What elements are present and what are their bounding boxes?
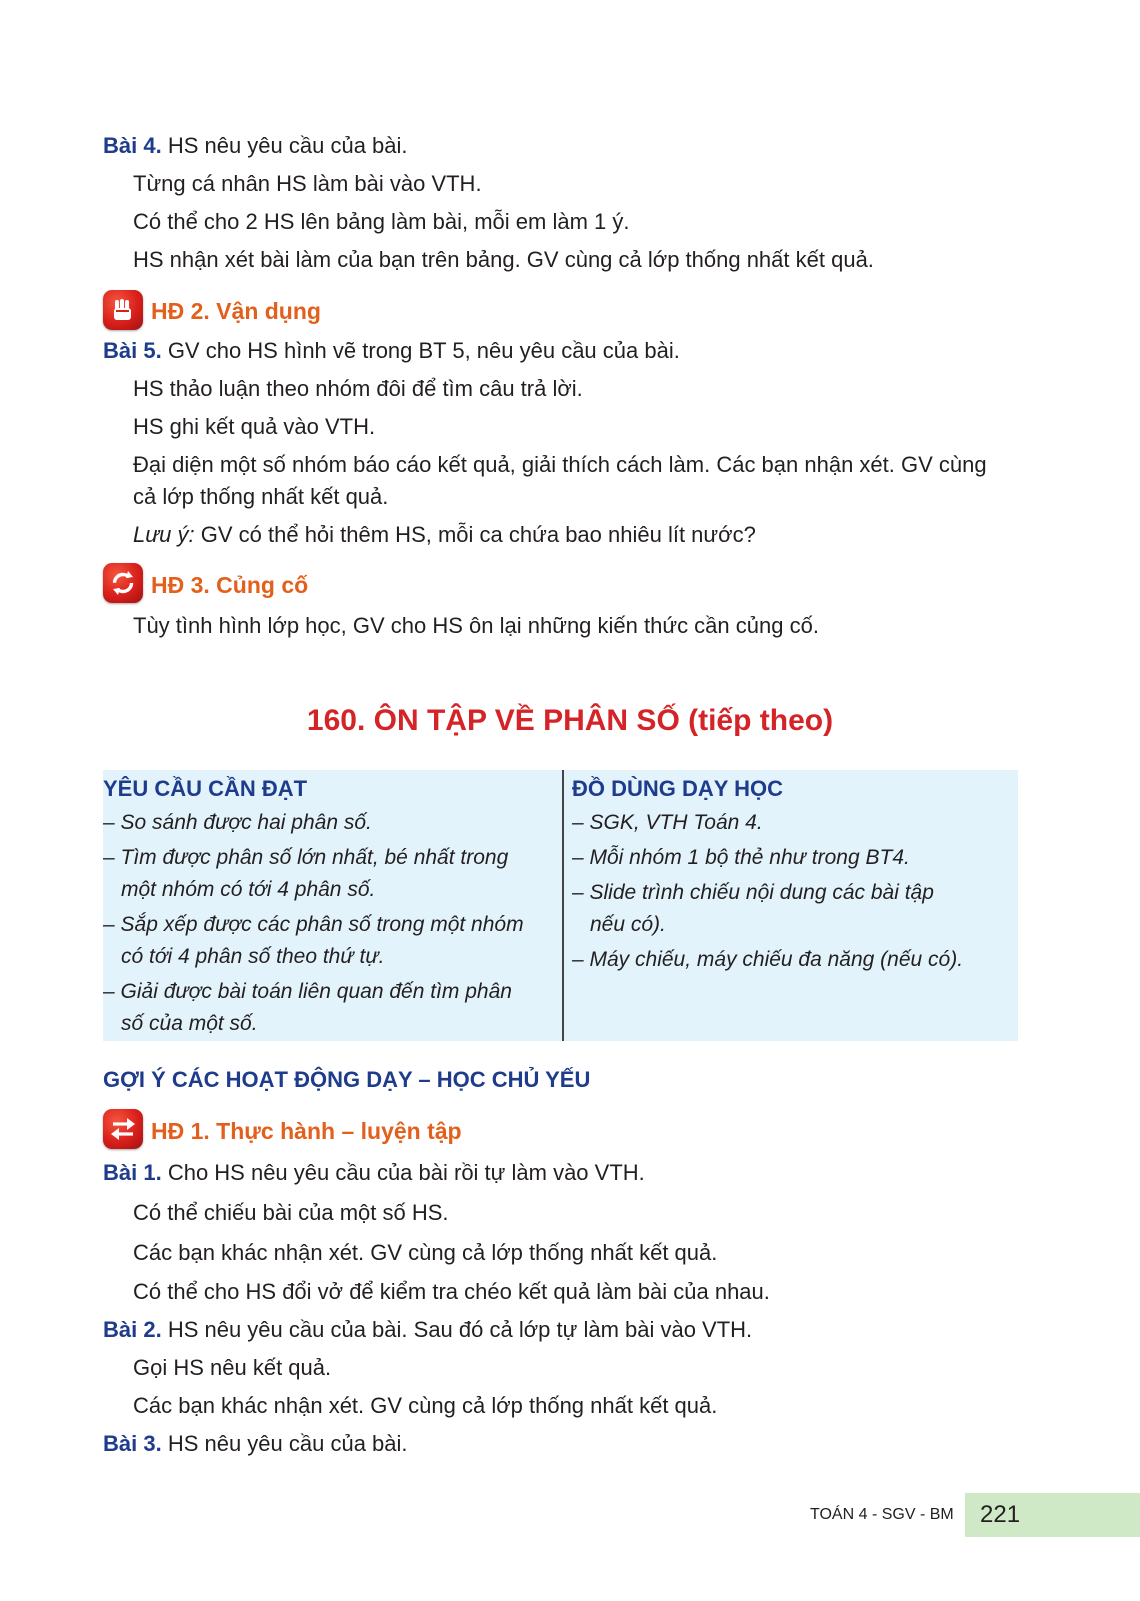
bai4-text: HS nêu yêu cầu của bài. bbox=[161, 133, 408, 158]
fist-icon bbox=[103, 290, 143, 330]
bai3-heading bbox=[103, 1429, 408, 1459]
material-line: – Mỗi nhóm 1 bộ thẻ như trong BT4. bbox=[572, 846, 910, 869]
bai5-line-4: cả lớp thống nhất kết quả. bbox=[133, 484, 389, 509]
bai5-heading bbox=[103, 336, 680, 366]
swap-arrows-icon bbox=[103, 1109, 143, 1149]
bai1-line-3: Có thể cho HS đổi vở để kiểm tra chéo kết quả làm bài của nhau. bbox=[133, 1279, 770, 1304]
bai1-label: Bài 1. bbox=[103, 1160, 162, 1185]
bai5-label: Bài 5. bbox=[103, 338, 162, 363]
refresh-icon bbox=[103, 563, 143, 603]
bai3-label: Bài 3. bbox=[103, 1431, 162, 1456]
material-line: – SGK, VTH Toán 4. bbox=[572, 811, 763, 834]
material-line: – Slide trình chiếu nội dung các bài tập bbox=[572, 881, 934, 904]
bai4-label: Bài 4. bbox=[103, 133, 162, 158]
requirements-heading: YÊU CẦU CẦN ĐẠT bbox=[103, 776, 308, 801]
material-line: – Máy chiếu, máy chiếu đa năng (nếu có). bbox=[572, 948, 964, 971]
bai3-text: HS nêu yêu cầu của bài. bbox=[161, 1431, 408, 1456]
bai5-note bbox=[133, 520, 756, 550]
page-number: 221 bbox=[965, 1493, 1140, 1537]
bai4-heading bbox=[103, 131, 408, 161]
bai5-line-3: Đại diện một số nhóm báo cáo kết quả, giải thích cách làm. Các bạn nhận xét. GV cùng bbox=[133, 452, 987, 477]
bai5-text: GV cho HS hình vẽ trong BT 5, nêu yêu cầu của bài. bbox=[161, 338, 680, 363]
bai2-text: HS nêu yêu cầu của bài. Sau đó cả lớp tự làm bài vào VTH. bbox=[161, 1317, 753, 1342]
requirement-line: – Sắp xếp được các phân số trong một nhóm bbox=[103, 913, 524, 936]
bai1-line-2: Các bạn khác nhận xét. GV cùng cả lớp thống nhất kết quả. bbox=[133, 1240, 718, 1265]
bai4-line-2: Có thể cho 2 HS lên bảng làm bài, mỗi em làm 1 ý. bbox=[133, 209, 630, 234]
bai2-line-1: Gọi HS nêu kết quả. bbox=[133, 1355, 332, 1380]
bai5-line-1: HS thảo luận theo nhóm đôi để tìm câu trả lời. bbox=[133, 376, 583, 401]
column-divider bbox=[562, 770, 564, 1041]
bai5-line-2: HS ghi kết quả vào VTH. bbox=[133, 414, 376, 439]
hd1-title: HĐ 1. Thực hành – luyện tập bbox=[151, 1118, 462, 1144]
requirement-line: – So sánh được hai phân số. bbox=[103, 811, 372, 834]
bai2-line-2: Các bạn khác nhận xét. GV cùng cả lớp thống nhất kết quả. bbox=[133, 1393, 718, 1418]
bai5-note-label: Lưu ý: bbox=[133, 522, 195, 547]
footer-book-title: TOÁN 4 - SGV - BM bbox=[810, 1506, 954, 1523]
material-line: nếu có). bbox=[590, 913, 666, 936]
requirement-line: một nhóm có tới 4 phân số. bbox=[121, 878, 376, 901]
hd3-line: Tùy tình hình lớp học, GV cho HS ôn lại những kiến thức cần củng cố. bbox=[133, 613, 819, 638]
bai1-line-1: Có thể chiếu bài của một số HS. bbox=[133, 1200, 449, 1225]
bai1-text: Cho HS nêu yêu cầu của bài rồi tự làm vào VTH. bbox=[161, 1160, 645, 1185]
bai5-note-text: GV có thể hỏi thêm HS, mỗi ca chứa bao nhiêu lít nước? bbox=[194, 522, 756, 547]
hd2-title: HĐ 2. Vận dụng bbox=[151, 298, 321, 324]
bai2-heading bbox=[103, 1315, 752, 1345]
hd3-title: HĐ 3. Củng cố bbox=[151, 572, 309, 598]
materials-heading: ĐỒ DÙNG DẠY HỌC bbox=[572, 776, 784, 801]
bai1-heading bbox=[103, 1158, 645, 1188]
section-heading: GỢI Ý CÁC HOẠT ĐỘNG DẠY – HỌC CHỦ YẾU bbox=[103, 1067, 591, 1092]
requirement-line: số của một số. bbox=[121, 1012, 258, 1035]
lesson-title: 160. ÔN TẬP VỀ PHÂN SỐ (tiếp theo) bbox=[306, 704, 834, 737]
bai4-line-3: HS nhận xét bài làm của bạn trên bảng. GV cùng cả lớp thống nhất kết quả. bbox=[133, 247, 874, 272]
bai4-line-1: Từng cá nhân HS làm bài vào VTH. bbox=[133, 171, 482, 196]
requirement-line: có tới 4 phân số theo thứ tự. bbox=[121, 945, 385, 968]
bai2-label: Bài 2. bbox=[103, 1317, 162, 1342]
requirement-line: – Tìm được phân số lớn nhất, bé nhất trong bbox=[103, 846, 509, 869]
requirement-line: – Giải được bài toán liên quan đến tìm phân bbox=[103, 980, 512, 1003]
